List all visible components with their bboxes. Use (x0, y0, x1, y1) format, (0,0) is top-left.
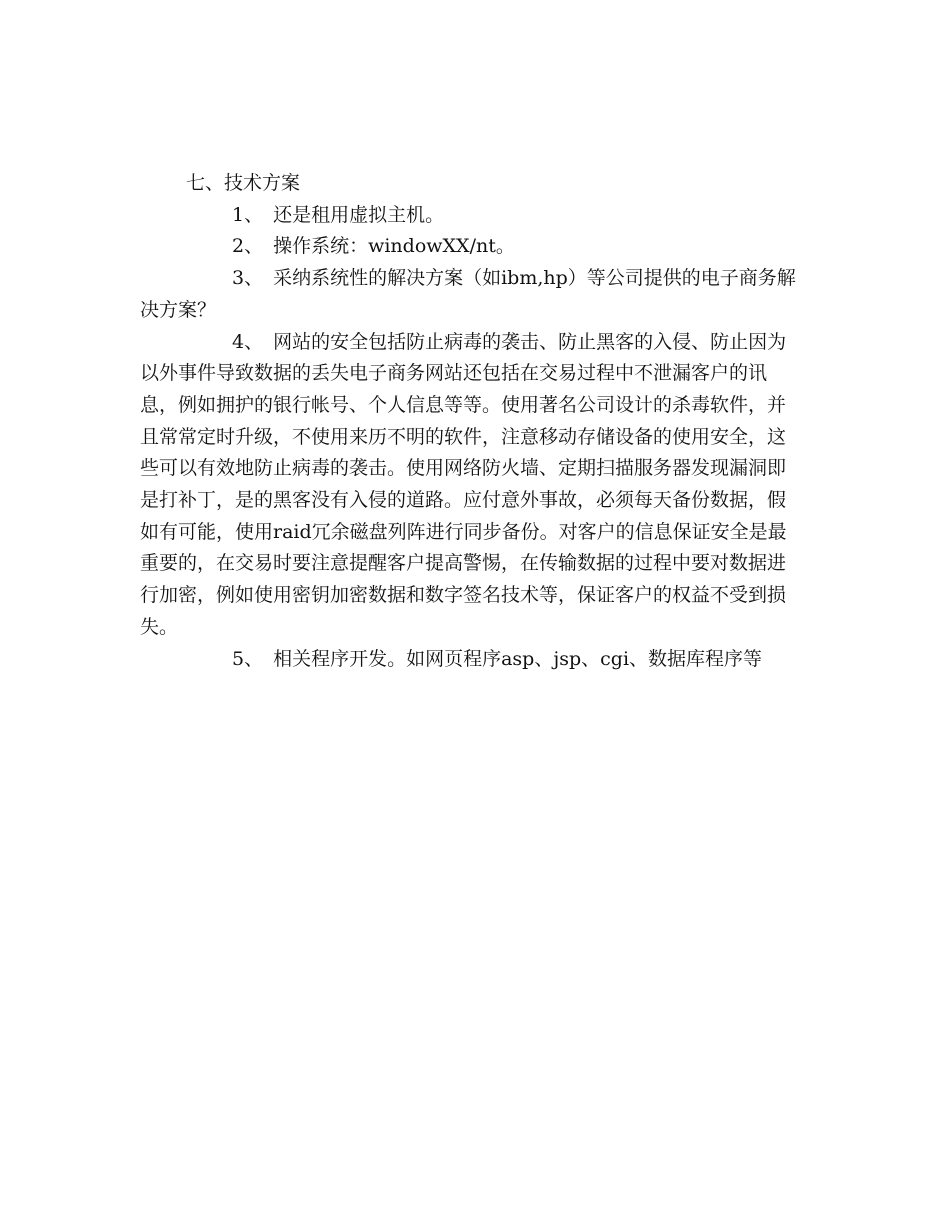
list-item (140, 231, 800, 263)
list-item-text: 相关程序开发。如网页程序asp、jsp、cgi、数据库程序等 (273, 647, 763, 670)
list-item-text: 操作系统：windowXX/nt。 (273, 235, 515, 258)
list-item-number: 3、 (232, 267, 264, 290)
list-item-text: 采纳系统性的解决方案（如ibm,hp）等公司提供的电子商务解决方案？ (140, 267, 796, 321)
list-item (140, 263, 800, 326)
document-body (140, 168, 800, 675)
list-item-number: 1、 (232, 203, 264, 226)
list-item (140, 644, 800, 676)
list-item (140, 327, 800, 644)
list-item-number: 2、 (232, 235, 264, 258)
list-item-text: 网站的安全包括防止病毒的袭击、防止黑客的入侵、防止因为以外事件导致数据的丢失电子商务网站还包括在交易过程中不泄漏客户的讯息，例如拥护的银行帐号、个人信息等等。使用著名公司设计的杀毒软件，并且常常定时升级，不使用来历不明的软件，注意移动存储设备的使用安全，这些可以有效地防止病毒的袭击。使用网络防火墙、定期扫描服务器发现漏洞即是打补丁，是的黑客没有入侵的道路。应付意外事故，必须每天备份数据，假如有可能，使用raid冗余磁盘列阵进行同步备份。对客户的信息保证安全是最重要的，在交易时要注意提醒客户提高警惕，在传输数据的过程中要对数据进行加密，例如使用密钥加密数据和数字签名技术等，保证客户的权益不受到损失。 (140, 330, 787, 638)
list-item (140, 200, 800, 232)
list-item-number: 4、 (232, 330, 264, 353)
section-heading: 七、技术方案 (186, 172, 301, 194)
list-item-text: 还是租用虚拟主机。 (273, 203, 445, 226)
list-item-number: 5、 (232, 647, 264, 670)
